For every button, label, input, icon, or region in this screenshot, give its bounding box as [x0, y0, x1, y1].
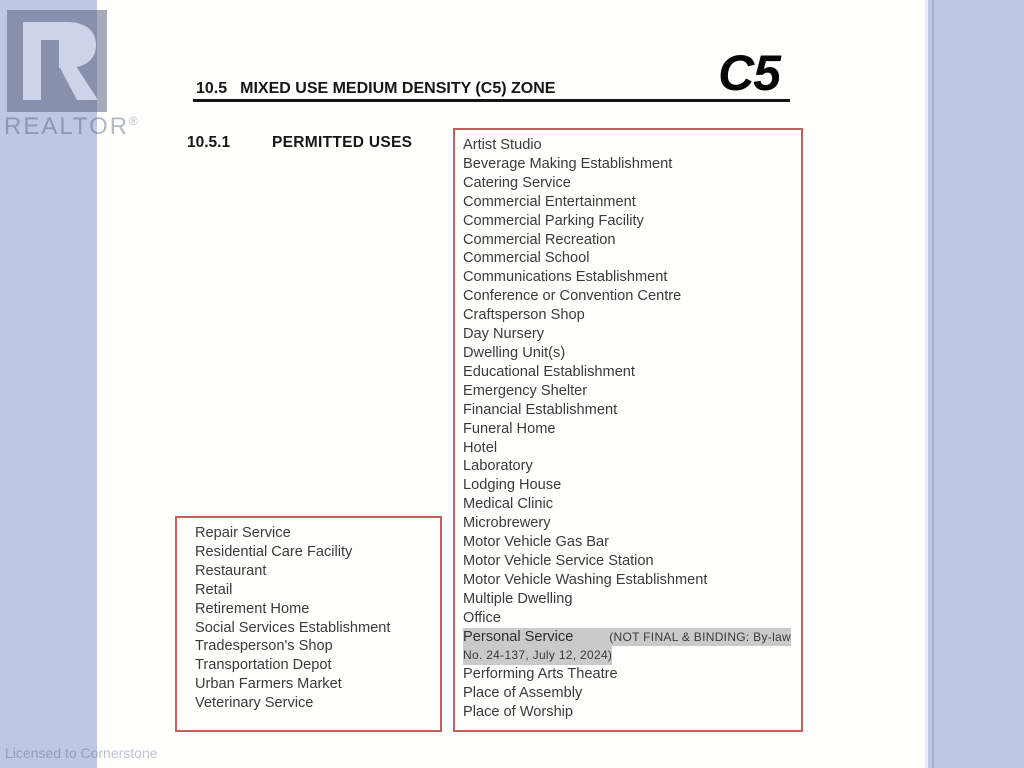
realtor-text: REALTOR: [4, 113, 130, 140]
use-item: Commercial Parking Facility: [463, 212, 644, 229]
use-item: Transportation Depot: [195, 657, 332, 674]
zone-code-label: C5: [718, 45, 780, 101]
permitted-uses-box-left: [175, 516, 442, 732]
subsection-label: PERMITTED USES: [272, 134, 413, 151]
use-item: Place of Worship: [463, 704, 574, 721]
use-item: Commercial School: [463, 250, 590, 267]
use-item: Lodging House: [463, 477, 562, 494]
use-item: Retirement Home: [195, 600, 310, 617]
use-item: Performing Arts Theatre: [463, 666, 618, 683]
use-item: Beverage Making Establishment: [463, 155, 673, 172]
use-item: Conference or Convention Centre: [463, 288, 682, 305]
use-item: Catering Service: [463, 174, 571, 191]
bylaw-note-part1: (NOT FINAL & BINDING: By-law: [609, 629, 791, 644]
use-item: Laboratory: [463, 458, 533, 475]
use-item: Hotel: [463, 439, 498, 456]
section-number: 10.5: [196, 80, 228, 97]
right-frame-strip: [925, 0, 1024, 768]
use-item: Restaurant: [195, 562, 267, 579]
page-edge-line: [932, 0, 934, 768]
use-item: Motor Vehicle Service Station: [463, 552, 654, 569]
use-item: Educational Establishment: [463, 363, 635, 380]
use-item: Office: [463, 609, 501, 626]
use-item: Craftsperson Shop: [463, 307, 585, 324]
highlight-line1: [463, 628, 791, 647]
use-item: Retail: [195, 581, 233, 598]
subsection-number: 10.5.1: [187, 134, 231, 151]
use-item: Financial Establishment: [463, 401, 618, 418]
use-item: Day Nursery: [463, 326, 545, 343]
use-item: Residential Care Facility: [195, 543, 353, 560]
use-item: Multiple Dwelling: [463, 590, 573, 607]
permitted-uses-box-right: [453, 128, 803, 732]
use-item: Commercial Entertainment: [463, 193, 636, 210]
use-item: Emergency Shelter: [463, 382, 588, 399]
use-item: Urban Farmers Market: [195, 676, 342, 693]
use-item: Funeral Home: [463, 420, 556, 437]
use-item: Place of Assembly: [463, 685, 583, 702]
bylaw-note-part2: No. 24-137, July 12, 2024): [463, 646, 612, 665]
registered-trademark-icon: ®: [129, 114, 138, 128]
use-item: Medical Clinic: [463, 496, 554, 513]
license-watermark: Licensed to Cornerstone: [5, 745, 158, 761]
use-item: Commercial Recreation: [463, 231, 616, 248]
section-title: MIXED USE MEDIUM DENSITY (C5) ZONE: [240, 80, 556, 97]
realtor-logo-icon: [7, 10, 107, 112]
use-item: Motor Vehicle Gas Bar: [463, 534, 610, 551]
use-item: Tradesperson's Shop: [195, 638, 333, 655]
use-item: Microbrewery: [463, 515, 551, 532]
use-item: Repair Service: [195, 525, 291, 541]
use-item: Veterinary Service: [195, 695, 314, 712]
permitted-uses-list-left: [177, 518, 440, 713]
use-item: Dwelling Unit(s): [463, 344, 566, 361]
use-item: Communications Establishment: [463, 269, 668, 286]
section-heading: [196, 80, 555, 98]
realtor-r-glyph: [7, 10, 107, 112]
use-item-highlighted: [463, 628, 795, 666]
use-item: Artist Studio: [463, 137, 542, 153]
use-item-name: Personal Service: [463, 628, 574, 645]
use-item: Motor Vehicle Washing Establishment: [463, 571, 708, 588]
realtor-wordmark: [4, 113, 138, 141]
permitted-uses-list-right: [455, 130, 801, 722]
use-item: Social Services Establishment: [195, 619, 391, 636]
